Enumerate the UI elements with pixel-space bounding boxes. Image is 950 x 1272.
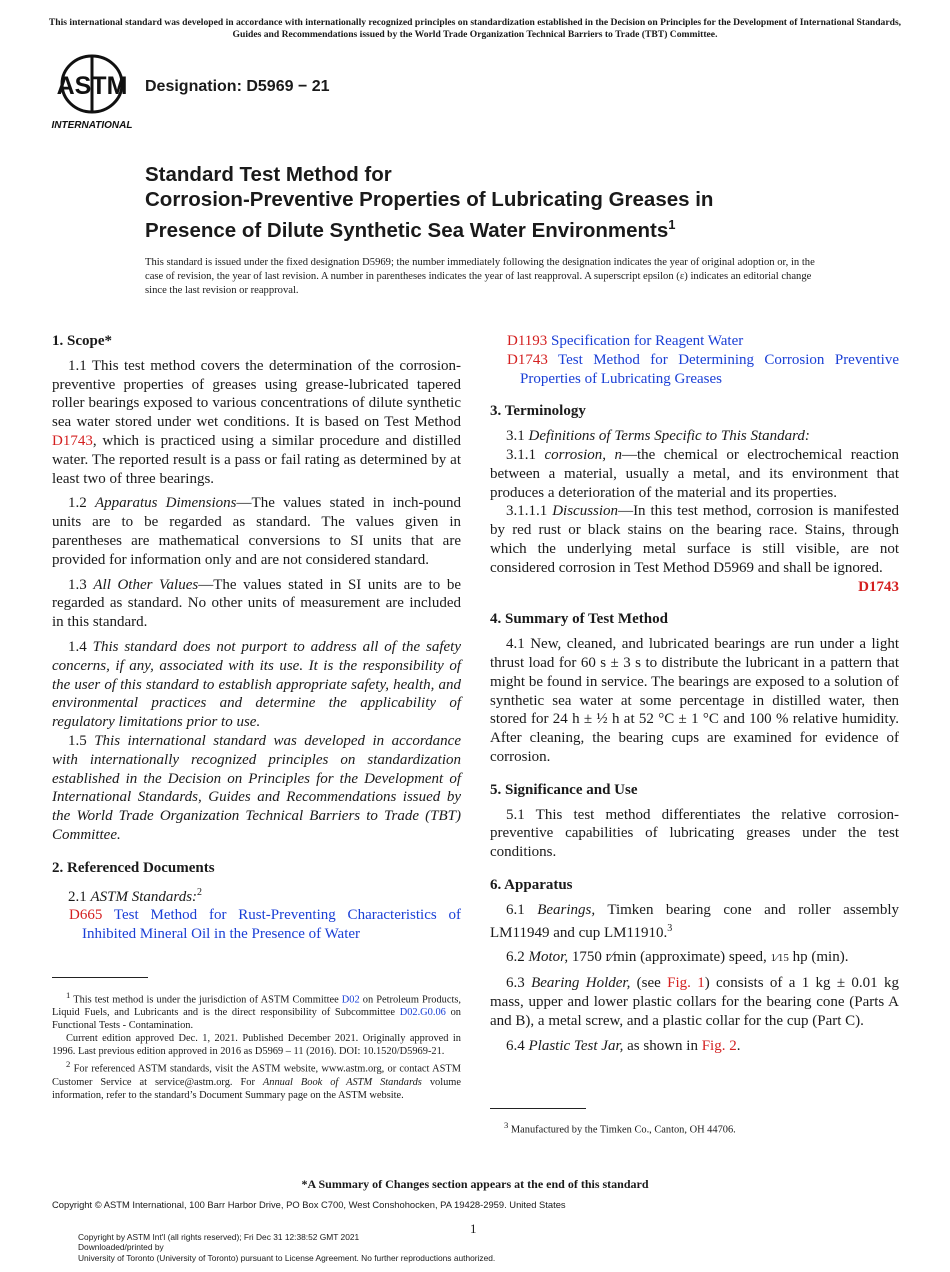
refdocs-heading: 2. Referenced Documents <box>52 859 215 876</box>
issue-note: This standard is issued under the fixed designation D5969; the number immediately following the designation indicates the year of original adoption or, in the case of revision, the year of last revision. A number in parentheses indicates the year of last reapproval. A superscript epsilon (ε) indicates an editorial change since the last revision or reapproval. <box>145 257 815 297</box>
ref-d1193 <box>490 332 899 351</box>
link-d1743[interactable]: D1743 <box>52 432 93 449</box>
logo-text: ASTM <box>56 72 128 100</box>
para-2-1: 2.1 ASTM Standards:$^2$ <box>68 886 203 905</box>
astm-logo <box>50 54 136 132</box>
link-d1193[interactable]: D1193 <box>507 333 548 349</box>
ref-d1743 <box>490 351 899 389</box>
para-6-1: 6.1 Bearings, Timken bearing cone and roller assembly LM11949 and cup LM11910.$^3$ <box>490 901 900 941</box>
link-d665[interactable]: D665 <box>69 907 103 924</box>
top-notice: This international standard was developed in accordance with internationally recognized principles on standardization established in the Decision on Principles for the Development of International Standards, Guides and Recommendations issued by the World Trade Organization Technical Barriers to Trade (TBT) Committee. <box>48 17 902 40</box>
link-d1743-title[interactable]: Test Method for Determining Corrosion Preventive Properties of Lubricating Greases <box>520 351 899 387</box>
discussion-ref-d1743[interactable]: D1743 <box>858 578 899 595</box>
footnote-rule-left <box>52 977 148 978</box>
designation: Designation: D5969 − 21 <box>145 78 330 95</box>
left-column <box>52 332 461 944</box>
para-6-3: 6.3 Bearing Holder, (see Fig. 1) consists of a 1 kg ± 0.01 kg mass, upper and lower plastic collars for the bearing cone (Parts A and B), a metal screw, and a plastic collar for the cup (Part C). <box>490 975 899 1029</box>
para-4-1: 4.1 New, cleaned, and lubricated bearings are run under a light thrust load for 60 s ± 3 s to distribute the lubricant in a pattern that might be found in service. The bearings are exposed to a solution of synthetic sea water at some percentage in distilled water, then stored for 24 h ± ½ h at 52 °C ± 1 °C and 100 % relative humidity. After cleaning, the bearing cups are examined for evidence of corrosion. <box>490 636 899 765</box>
footnote-1-edition: Current edition approved Dec. 1, 2021. Published December 2021. Originally approved in 1996. Last previous edition approved in 2016 as D5969 – 11 (2016). DOI: 10.1520/D5969-21. <box>52 1033 461 1058</box>
para-1-1: 1.1 This test method covers the determination of the corrosion-preventive properties of greases using grease-lubricated tapered roller bearings exposed to various concentrations of dilute synthetic sea water stored under wet conditions. It is based on Test Method D1743, which is practiced using a similar procedure and distilled water. The reported result is a pass or fail rating as determined by at least two of three bearings. <box>52 357 461 487</box>
scope-heading: 1. Scope* <box>52 333 112 349</box>
apparatus-heading: 6. Apparatus <box>490 876 573 893</box>
para-3-1: 3.1 Definitions of Terms Specific to This Standard: <box>506 428 810 445</box>
document-title: Standard Test Method for Corrosion-Preventive Properties of Lubricating Greases in Presence of Dilute Synthetic Sea Water Environments$^1$ <box>145 163 714 242</box>
copyright-line: Copyright © ASTM International, 100 Barr Harbor Drive, PO Box C700, West Conshohocken, PA 19428-2959. United States <box>52 1199 566 1210</box>
link-d1743-ref[interactable]: D1743 <box>507 351 548 368</box>
footnote-3: $^3$ Manufactured by the Timken Co., Canton, OH 44706. <box>504 1120 736 1136</box>
para-3-1-1: 3.1.1 corrosion, n—the chemical or electrochemical reaction between a material, usually a metal, and its environment that produces a deterioration of the material and its properties. <box>490 446 900 501</box>
link-d02-g0-06[interactable]: D02.G0.06 <box>399 1007 446 1019</box>
footnotes-left <box>52 989 461 1102</box>
para-1-5: 1.5 This international standard was developed in accordance with internationally recognized principles on standardization established in the Decision on Principles for the Development of International Standards, Guides and Recommendations issued by the World Trade Organization Technical Barriers to Trade (TBT) Committee. <box>52 732 461 843</box>
para-1-2: 1.2 Apparatus Dimensions—The values stated in inch-pound units are to be regarded as standard. The values given in parentheses are mathematical conversions to SI units that are provided for information only and are not considered standard. <box>52 495 462 568</box>
footnote-2: $^2$ For referenced ASTM standards, visit the ASTM website, www.astm.org, or contact ASTM Customer Service at service@astm.org. For Annual Book of ASTM Standards volume information, refer to the standard’s Document Summary page on the ASTM website. <box>52 1059 461 1101</box>
summary-of-changes-notice: *A Summary of Changes section appears at the end of this standard <box>301 1177 649 1191</box>
link-fig-2[interactable]: Fig. 2 <box>701 1037 737 1054</box>
page-number: 1 <box>470 1221 477 1236</box>
para-1-4: 1.4 This standard does not purport to address all of the safety concerns, if any, associated with its use. It is the responsibility of the user of this standard to establish appropriate safety, health, and environmental practices and determine the applicability of regulatory limitations prior to use. <box>52 638 462 731</box>
link-d665-title[interactable]: Test Method for Rust-Preventing Characteristics of Inhibited Mineral Oil in the Presence of Water <box>82 907 461 943</box>
ref-d665 <box>52 906 461 944</box>
footnote-rule-right <box>490 1108 586 1109</box>
link-d02[interactable]: D02 <box>341 994 360 1006</box>
significance-heading: 5. Significance and Use <box>490 781 638 798</box>
terminology-heading: 3. Terminology <box>490 403 586 420</box>
summary-heading: 4. Summary of Test Method <box>490 611 668 628</box>
para-3-1-1-1: 3.1.1.1 Discussion—In this test method, corrosion is manifested by red rust or black stains on the bearing race. Stains, through which the underlying metal surface is still visible, are not considered corrosion in Test Method D5969 and shall be ignored. D1743 <box>490 503 900 595</box>
para-6-2: 6.2 Motor, 1750 r⁄min (approximate) speed, 1⁄15 hp (min). <box>506 949 849 966</box>
logo-subtext: INTERNATIONAL <box>51 120 133 131</box>
link-d1193-title[interactable]: Specification for Reagent Water <box>547 333 744 349</box>
right-column <box>490 332 899 1055</box>
download-notice: Copyright by ASTM Int'l (all rights reserved); Fri Dec 31 12:38:52 GMT 2021 Downloaded/printed by University of Toronto (University of Toronto) pursuant to License Agreement. No further reproductions authorized. <box>78 1232 496 1263</box>
para-5-1: 5.1 This test method differentiates the relative corrosion-preventive capabilities of lubricating greases under the test conditions. <box>490 806 899 861</box>
link-fig-1[interactable]: Fig. 1 <box>667 975 705 992</box>
para-1-3: 1.3 All Other Values—The values stated in SI units are to be regarded as standard. No other units of measurement are included in this standard. <box>52 576 462 631</box>
footnote-1: $^1$ This test method is under the jurisdiction of ASTM Committee D02 on Petroleum Products, Liquid Fuels, and Lubricants and is the direct responsibility of Subcommittee D02.G0.06 on Functional Tests - Contamination. <box>52 990 461 1032</box>
footnotes-right <box>490 1119 899 1136</box>
para-6-4: 6.4 Plastic Test Jar, as shown in Fig. 2. <box>506 1037 741 1054</box>
